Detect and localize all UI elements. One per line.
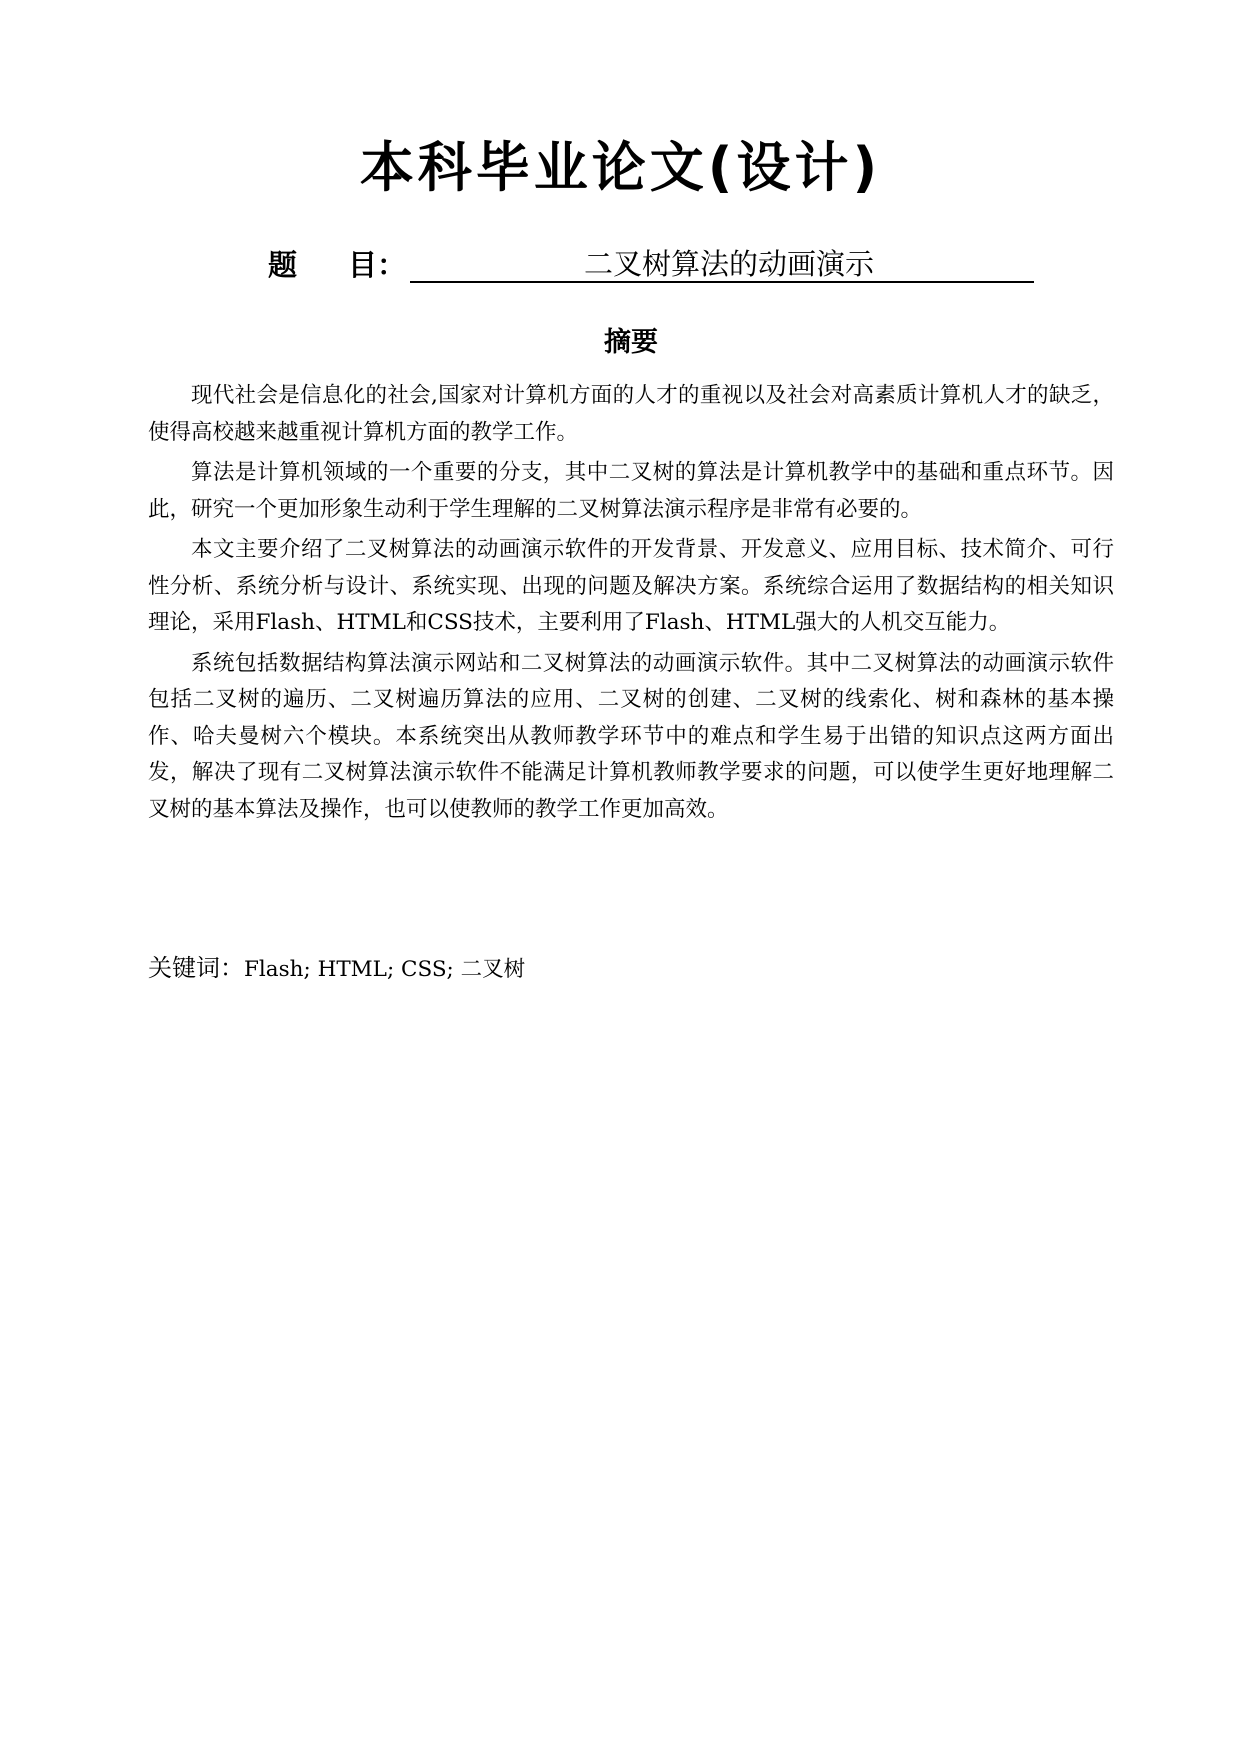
topic-label-second: 目： bbox=[348, 248, 407, 282]
keywords-value: Flash; HTML; CSS; 二叉树 bbox=[244, 957, 526, 982]
topic-value: 二叉树算法的动画演示 bbox=[410, 243, 1034, 283]
abstract-paragraph: 现代社会是信息化的社会,国家对计算机方面的人才的重视以及社会对高素质计算机人才的缺乏，使得高校越来越重视计算机方面的教学工作。 bbox=[148, 383, 1114, 445]
topic-label bbox=[268, 243, 406, 287]
keywords-label: 关键词： bbox=[148, 954, 244, 982]
thesis-title: 本科毕业论文(设计) bbox=[359, 136, 882, 199]
abstract-heading: 摘要 bbox=[604, 327, 658, 358]
abstract-paragraph: 算法是计算机领域的一个重要的分支，其中二叉树的算法是计算机教学中的基础和重点环节。因此，研究一个更加形象生动利于学生理解的二叉树算法演示程序是非常有必要的。 bbox=[148, 460, 1114, 522]
abstract-body bbox=[148, 378, 1114, 832]
abstract-paragraph: 本文主要介绍了二叉树算法的动画演示软件的开发背景、开发意义、应用目标、技术简介、可行性分析、系统分析与设计、系统实现、出现的问题及解决方案。系统综合运用了数据结构的相关知识理论，采用Flash、HTML和CSS技术，主要利用了Flash、HTML强大的人机交互能力。 bbox=[148, 537, 1114, 635]
topic-row bbox=[0, 243, 1241, 287]
keywords-line bbox=[148, 950, 525, 988]
abstract-paragraph: 系统包括数据结构算法演示网站和二叉树算法的动画演示软件。其中二叉树算法的动画演示软件包括二叉树的遍历、二叉树遍历算法的应用、二叉树的创建、二叉树的线索化、树和森林的基本操作、哈夫曼树六个模块。本系统突出从教师教学环节中的难点和学生易于出错的知识点这两方面出发，解决了现有二叉树算法演示软件不能满足计算机教师教学要求的问题，可以使学生更好地理解二叉树的基本算法及操作，也可以使教师的教学工作更加高效。 bbox=[148, 650, 1114, 822]
topic-label-first: 题 bbox=[268, 248, 298, 282]
